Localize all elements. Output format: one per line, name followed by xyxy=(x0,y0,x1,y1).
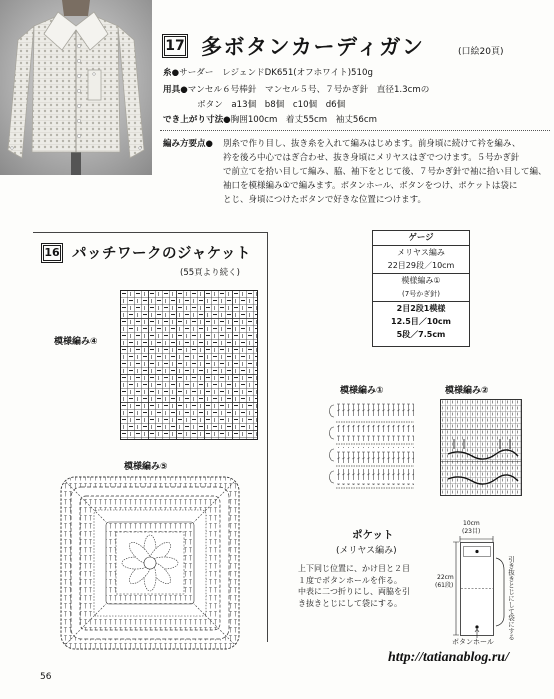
pattern-number-badge: 17 xyxy=(162,34,188,58)
instructions-line: とじ、身頃につけたボタンで好きな位置につけます。 xyxy=(223,195,426,205)
pocket-height-rows: (61段) xyxy=(435,582,454,589)
pocket-note-line: 上下同じ位置に、かけ目と２目 xyxy=(298,564,410,573)
motif-center-flower xyxy=(122,535,178,591)
pattern5-label: 模様編み⑤ xyxy=(124,462,168,472)
pattern5-motif-chart xyxy=(58,474,242,652)
pocket-note-line: き抜きとじにして袋にする。 xyxy=(298,598,402,608)
gauge-pattern1-repeat: 2目2段1模様 xyxy=(396,304,446,313)
pattern16-number-badge: 16 xyxy=(41,243,63,263)
mannequin-stand xyxy=(71,150,81,175)
gauge-heading: ゲージ xyxy=(373,231,469,246)
buttonhole-marker xyxy=(475,625,478,628)
yarn-label: 糸● xyxy=(163,68,180,78)
pattern16-title: パッチワークのジャケット xyxy=(72,246,251,262)
instructions-label: 編み方要点● xyxy=(163,139,213,149)
gauge-pattern1-stitches: 12.5目／10cm xyxy=(391,317,451,326)
plate-reference: (口絵20頁) xyxy=(458,47,504,57)
pocket-title: ポケット xyxy=(352,529,394,541)
gauge-pattern1-hook: (7号かぎ針) xyxy=(373,287,469,302)
pocket-height-label: 22cm xyxy=(437,574,454,581)
yarn-value: サーダー レジェンドDK651(オフホワイト)510g xyxy=(179,68,373,78)
tools-label: 用具● xyxy=(163,85,188,95)
page-number: 56 xyxy=(40,672,52,682)
pattern-title: 多ボタンカーディガン xyxy=(201,35,425,59)
pocket-width-label: 10cm xyxy=(463,520,480,527)
gauge-pattern1-label: 模様編み① xyxy=(401,276,441,285)
pocket-note-line: １度でボタンホールを作る。 xyxy=(298,575,402,585)
mannequin-neck xyxy=(62,0,90,16)
pocket-notes xyxy=(298,563,410,609)
watermark-url: http://tatianablog.ru/ xyxy=(388,650,509,665)
size-line xyxy=(163,114,377,126)
instructions-line: 袖口を模様編み①で編みます。ボタンホール、ボタンをつけ、ポケットは袋に xyxy=(223,181,518,191)
gauge-stockinette-label: メリヤス編み xyxy=(397,248,445,257)
instructions-line: で前立てを拾い目して編み、脇、袖下をとじて後、７号かぎ針で袖に拾い目して編、 xyxy=(223,167,547,177)
tools-line xyxy=(163,84,429,96)
pattern2-chart xyxy=(440,399,522,496)
cardigan-illustration xyxy=(0,0,152,175)
pattern1-label: 模様編み① xyxy=(340,386,384,396)
pocket-side-note: 引き抜きとじにして袋にする xyxy=(507,556,515,641)
pocket-subtitle: (メリヤス編み) xyxy=(336,546,397,556)
gauge-stockinette-value: 22目29段／10cm xyxy=(373,259,469,274)
buttonhole-label: ボタンホール xyxy=(452,638,494,646)
buttonhole-marker xyxy=(475,550,478,553)
gauge-pattern1-rows: 5段／7.5cm xyxy=(396,330,446,339)
continued-note: (55頁より続く) xyxy=(180,268,240,278)
size-label: でき上がり寸法● xyxy=(163,115,231,125)
pattern2-label: 模様編み② xyxy=(445,386,489,396)
instructions-line: 衿を後ろ中心ではぎ合わせ、抜き身頃にメリヤスはぎでつけます。５号かぎ針 xyxy=(223,153,520,163)
pattern4-chart xyxy=(120,290,258,440)
pocket-width-stitches: (23目) xyxy=(462,528,481,535)
pocket-note-line: 中表に二つ折りにし、両脇を引 xyxy=(298,587,410,596)
pattern1-chart xyxy=(326,402,416,490)
pattern4-label: 模様編み④ xyxy=(54,337,98,347)
cardigan-photo xyxy=(0,0,152,175)
buttons-line: ボタン a13個 b8個 c10個 d6個 xyxy=(197,100,346,110)
gauge-box xyxy=(372,230,470,347)
section-divider xyxy=(160,130,550,131)
yarn-line xyxy=(163,67,373,79)
instructions-line: 別糸で作り目し、抜き糸を入れて編みはじめます。前身頃に続けて衿を編み、 xyxy=(223,139,521,149)
tools-value: マンセル６号棒針 マンセル５号、７号かぎ針 直径1.3cmの xyxy=(187,85,430,95)
size-value: 胸囲100cm 着丈55cm 袖丈56cm xyxy=(230,115,377,125)
